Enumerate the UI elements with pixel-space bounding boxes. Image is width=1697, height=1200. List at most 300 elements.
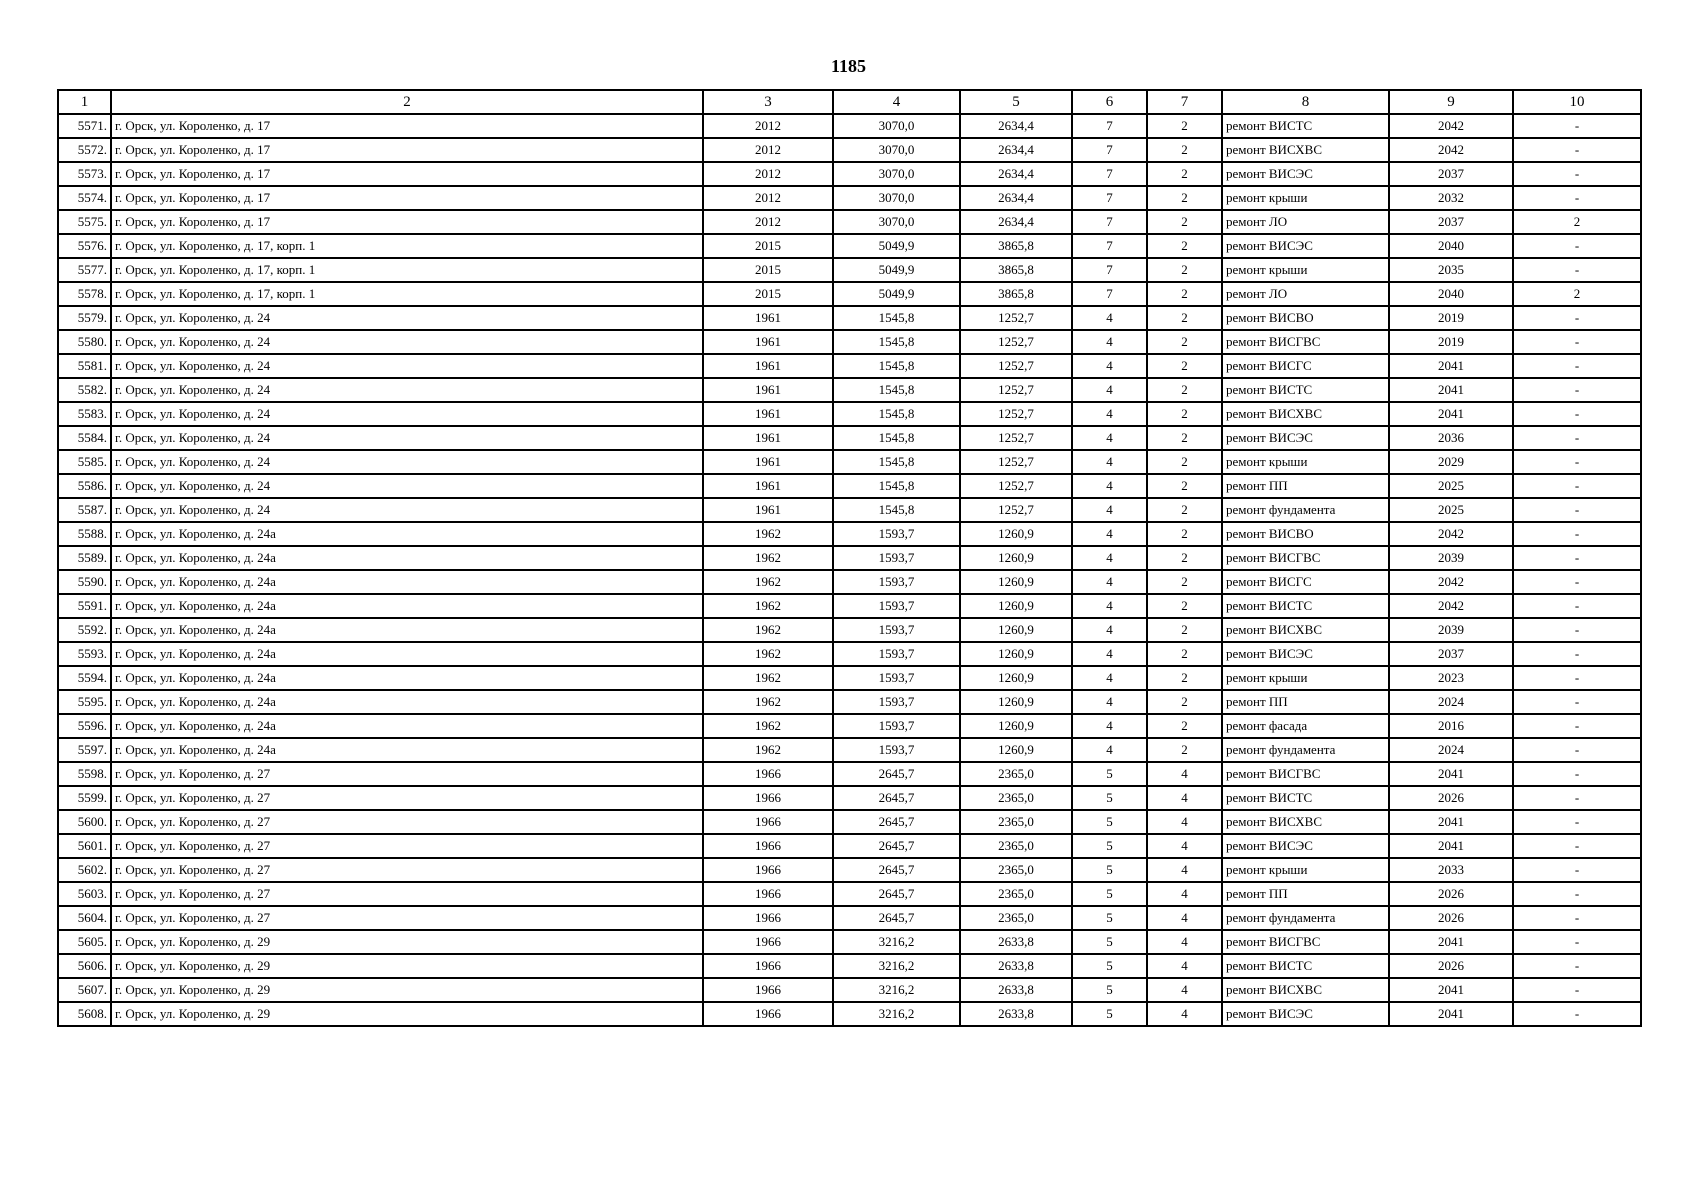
floors-cell: 4 bbox=[1072, 306, 1147, 330]
floors-cell: 4 bbox=[1072, 642, 1147, 666]
entrances-cell: 2 bbox=[1147, 546, 1222, 570]
floors-cell: 4 bbox=[1072, 594, 1147, 618]
note-cell: - bbox=[1513, 786, 1641, 810]
year-built-cell: 1966 bbox=[703, 762, 833, 786]
column-header-8: 8 bbox=[1222, 90, 1389, 114]
entrances-cell: 2 bbox=[1147, 522, 1222, 546]
address-cell: г. Орск, ул. Короленко, д. 24 bbox=[111, 498, 703, 522]
planned-year-cell: 2023 bbox=[1389, 666, 1513, 690]
entrances-cell: 2 bbox=[1147, 162, 1222, 186]
address-cell: г. Орск, ул. Короленко, д. 24а bbox=[111, 666, 703, 690]
row-number-cell: 5579. bbox=[58, 306, 111, 330]
planned-year-cell: 2019 bbox=[1389, 330, 1513, 354]
planned-year-cell: 2042 bbox=[1389, 522, 1513, 546]
note-cell: - bbox=[1513, 762, 1641, 786]
address-cell: г. Орск, ул. Короленко, д. 17 bbox=[111, 186, 703, 210]
note-cell: - bbox=[1513, 882, 1641, 906]
entrances-cell: 4 bbox=[1147, 906, 1222, 930]
row-number-cell: 5607. bbox=[58, 978, 111, 1002]
planned-year-cell: 2041 bbox=[1389, 978, 1513, 1002]
entrances-cell: 2 bbox=[1147, 666, 1222, 690]
year-built-cell: 1962 bbox=[703, 546, 833, 570]
entrances-cell: 2 bbox=[1147, 426, 1222, 450]
column-header-3: 3 bbox=[703, 90, 833, 114]
year-built-cell: 1962 bbox=[703, 666, 833, 690]
total-area-cell: 1593,7 bbox=[833, 666, 960, 690]
entrances-cell: 2 bbox=[1147, 690, 1222, 714]
total-area-cell: 1545,8 bbox=[833, 474, 960, 498]
work-type-cell: ремонт фундамента bbox=[1222, 906, 1389, 930]
year-built-cell: 1961 bbox=[703, 402, 833, 426]
table-row bbox=[58, 138, 1641, 162]
address-cell: г. Орск, ул. Короленко, д. 24а bbox=[111, 594, 703, 618]
row-number-cell: 5580. bbox=[58, 330, 111, 354]
column-header-10: 10 bbox=[1513, 90, 1641, 114]
note-cell: - bbox=[1513, 570, 1641, 594]
planned-year-cell: 2026 bbox=[1389, 954, 1513, 978]
address-cell: г. Орск, ул. Короленко, д. 24 bbox=[111, 306, 703, 330]
entrances-cell: 2 bbox=[1147, 114, 1222, 138]
year-built-cell: 1966 bbox=[703, 954, 833, 978]
planned-year-cell: 2035 bbox=[1389, 258, 1513, 282]
year-built-cell: 1961 bbox=[703, 354, 833, 378]
total-area-cell: 1593,7 bbox=[833, 570, 960, 594]
year-built-cell: 1961 bbox=[703, 474, 833, 498]
table-row bbox=[58, 618, 1641, 642]
planned-year-cell: 2037 bbox=[1389, 642, 1513, 666]
total-area-cell: 2645,7 bbox=[833, 834, 960, 858]
row-number-cell: 5595. bbox=[58, 690, 111, 714]
table-row bbox=[58, 258, 1641, 282]
note-cell: - bbox=[1513, 402, 1641, 426]
row-number-cell: 5582. bbox=[58, 378, 111, 402]
table-row bbox=[58, 330, 1641, 354]
floors-cell: 5 bbox=[1072, 882, 1147, 906]
address-cell: г. Орск, ул. Короленко, д. 17 bbox=[111, 114, 703, 138]
row-number-cell: 5587. bbox=[58, 498, 111, 522]
table-body bbox=[58, 114, 1641, 1026]
entrances-cell: 4 bbox=[1147, 978, 1222, 1002]
address-cell: г. Орск, ул. Короленко, д. 17, корп. 1 bbox=[111, 282, 703, 306]
year-built-cell: 2012 bbox=[703, 162, 833, 186]
planned-year-cell: 2042 bbox=[1389, 570, 1513, 594]
floors-cell: 7 bbox=[1072, 114, 1147, 138]
floors-cell: 5 bbox=[1072, 762, 1147, 786]
floors-cell: 4 bbox=[1072, 498, 1147, 522]
year-built-cell: 1962 bbox=[703, 738, 833, 762]
row-number-cell: 5606. bbox=[58, 954, 111, 978]
entrances-cell: 2 bbox=[1147, 402, 1222, 426]
entrances-cell: 2 bbox=[1147, 234, 1222, 258]
table-row bbox=[58, 834, 1641, 858]
row-number-cell: 5576. bbox=[58, 234, 111, 258]
entrances-cell: 4 bbox=[1147, 834, 1222, 858]
living-area-cell: 1260,9 bbox=[960, 690, 1072, 714]
living-area-cell: 2365,0 bbox=[960, 834, 1072, 858]
planned-year-cell: 2041 bbox=[1389, 810, 1513, 834]
row-number-cell: 5590. bbox=[58, 570, 111, 594]
row-number-cell: 5593. bbox=[58, 642, 111, 666]
living-area-cell: 1252,7 bbox=[960, 306, 1072, 330]
floors-cell: 4 bbox=[1072, 738, 1147, 762]
note-cell: - bbox=[1513, 714, 1641, 738]
work-type-cell: ремонт ВИСЭС bbox=[1222, 426, 1389, 450]
address-cell: г. Орск, ул. Короленко, д. 17 bbox=[111, 210, 703, 234]
planned-year-cell: 2041 bbox=[1389, 1002, 1513, 1026]
table-row bbox=[58, 786, 1641, 810]
note-cell: - bbox=[1513, 354, 1641, 378]
year-built-cell: 2012 bbox=[703, 210, 833, 234]
floors-cell: 4 bbox=[1072, 714, 1147, 738]
work-type-cell: ремонт ПП bbox=[1222, 690, 1389, 714]
total-area-cell: 1545,8 bbox=[833, 426, 960, 450]
work-type-cell: ремонт ВИСВО bbox=[1222, 306, 1389, 330]
table-row bbox=[58, 474, 1641, 498]
entrances-cell: 2 bbox=[1147, 498, 1222, 522]
row-number-cell: 5598. bbox=[58, 762, 111, 786]
floors-cell: 7 bbox=[1072, 138, 1147, 162]
address-cell: г. Орск, ул. Короленко, д. 24а bbox=[111, 690, 703, 714]
work-type-cell: ремонт крыши bbox=[1222, 258, 1389, 282]
work-type-cell: ремонт ВИСТС bbox=[1222, 594, 1389, 618]
year-built-cell: 1962 bbox=[703, 690, 833, 714]
table-row bbox=[58, 714, 1641, 738]
address-cell: г. Орск, ул. Короленко, д. 24 bbox=[111, 450, 703, 474]
living-area-cell: 2365,0 bbox=[960, 906, 1072, 930]
year-built-cell: 1966 bbox=[703, 930, 833, 954]
table-row bbox=[58, 282, 1641, 306]
living-area-cell: 1260,9 bbox=[960, 666, 1072, 690]
total-area-cell: 1593,7 bbox=[833, 546, 960, 570]
row-number-cell: 5596. bbox=[58, 714, 111, 738]
year-built-cell: 1961 bbox=[703, 450, 833, 474]
row-number-cell: 5605. bbox=[58, 930, 111, 954]
note-cell: - bbox=[1513, 618, 1641, 642]
total-area-cell: 3216,2 bbox=[833, 1002, 960, 1026]
floors-cell: 7 bbox=[1072, 258, 1147, 282]
floors-cell: 5 bbox=[1072, 906, 1147, 930]
planned-year-cell: 2033 bbox=[1389, 858, 1513, 882]
total-area-cell: 2645,7 bbox=[833, 762, 960, 786]
note-cell: - bbox=[1513, 642, 1641, 666]
table-row bbox=[58, 354, 1641, 378]
year-built-cell: 2015 bbox=[703, 282, 833, 306]
table-row bbox=[58, 594, 1641, 618]
total-area-cell: 3070,0 bbox=[833, 210, 960, 234]
note-cell: - bbox=[1513, 498, 1641, 522]
work-type-cell: ремонт ЛО bbox=[1222, 282, 1389, 306]
living-area-cell: 1252,7 bbox=[960, 498, 1072, 522]
work-type-cell: ремонт ВИСВО bbox=[1222, 522, 1389, 546]
planned-year-cell: 2019 bbox=[1389, 306, 1513, 330]
table-row bbox=[58, 402, 1641, 426]
living-area-cell: 3865,8 bbox=[960, 258, 1072, 282]
planned-year-cell: 2039 bbox=[1389, 546, 1513, 570]
table-row bbox=[58, 906, 1641, 930]
note-cell: - bbox=[1513, 978, 1641, 1002]
living-area-cell: 2365,0 bbox=[960, 858, 1072, 882]
living-area-cell: 1260,9 bbox=[960, 738, 1072, 762]
year-built-cell: 1962 bbox=[703, 594, 833, 618]
floors-cell: 4 bbox=[1072, 426, 1147, 450]
note-cell: - bbox=[1513, 258, 1641, 282]
note-cell: - bbox=[1513, 690, 1641, 714]
living-area-cell: 2365,0 bbox=[960, 810, 1072, 834]
column-header-1: 1 bbox=[58, 90, 111, 114]
work-type-cell: ремонт крыши bbox=[1222, 186, 1389, 210]
planned-year-cell: 2042 bbox=[1389, 114, 1513, 138]
address-cell: г. Орск, ул. Короленко, д. 17 bbox=[111, 138, 703, 162]
total-area-cell: 1545,8 bbox=[833, 402, 960, 426]
work-type-cell: ремонт фундамента bbox=[1222, 738, 1389, 762]
living-area-cell: 2633,8 bbox=[960, 930, 1072, 954]
address-cell: г. Орск, ул. Короленко, д. 17, корп. 1 bbox=[111, 258, 703, 282]
planned-year-cell: 2041 bbox=[1389, 762, 1513, 786]
floors-cell: 7 bbox=[1072, 282, 1147, 306]
entrances-cell: 2 bbox=[1147, 378, 1222, 402]
total-area-cell: 1593,7 bbox=[833, 690, 960, 714]
entrances-cell: 2 bbox=[1147, 306, 1222, 330]
row-number-cell: 5601. bbox=[58, 834, 111, 858]
entrances-cell: 4 bbox=[1147, 858, 1222, 882]
total-area-cell: 1545,8 bbox=[833, 330, 960, 354]
year-built-cell: 1966 bbox=[703, 834, 833, 858]
year-built-cell: 1966 bbox=[703, 978, 833, 1002]
address-cell: г. Орск, ул. Короленко, д. 24а bbox=[111, 738, 703, 762]
entrances-cell: 4 bbox=[1147, 762, 1222, 786]
address-cell: г. Орск, ул. Короленко, д. 24а bbox=[111, 546, 703, 570]
planned-year-cell: 2041 bbox=[1389, 354, 1513, 378]
row-number-cell: 5585. bbox=[58, 450, 111, 474]
year-built-cell: 1962 bbox=[703, 522, 833, 546]
floors-cell: 4 bbox=[1072, 570, 1147, 594]
table-row bbox=[58, 426, 1641, 450]
entrances-cell: 2 bbox=[1147, 738, 1222, 762]
total-area-cell: 1593,7 bbox=[833, 642, 960, 666]
work-type-cell: ремонт фундамента bbox=[1222, 498, 1389, 522]
work-type-cell: ремонт ВИСТС bbox=[1222, 114, 1389, 138]
year-built-cell: 1966 bbox=[703, 786, 833, 810]
table-row bbox=[58, 882, 1641, 906]
living-area-cell: 2633,8 bbox=[960, 978, 1072, 1002]
year-built-cell: 1966 bbox=[703, 882, 833, 906]
row-number-cell: 5591. bbox=[58, 594, 111, 618]
table-header bbox=[58, 90, 1641, 114]
year-built-cell: 1966 bbox=[703, 858, 833, 882]
living-area-cell: 2365,0 bbox=[960, 786, 1072, 810]
table-row bbox=[58, 690, 1641, 714]
floors-cell: 5 bbox=[1072, 954, 1147, 978]
year-built-cell: 1961 bbox=[703, 378, 833, 402]
work-type-cell: ремонт ВИСГВС bbox=[1222, 546, 1389, 570]
planned-year-cell: 2041 bbox=[1389, 834, 1513, 858]
work-type-cell: ремонт ВИСХВС bbox=[1222, 138, 1389, 162]
total-area-cell: 2645,7 bbox=[833, 882, 960, 906]
note-cell: - bbox=[1513, 522, 1641, 546]
living-area-cell: 1260,9 bbox=[960, 570, 1072, 594]
note-cell: - bbox=[1513, 138, 1641, 162]
living-area-cell: 1252,7 bbox=[960, 402, 1072, 426]
planned-year-cell: 2026 bbox=[1389, 882, 1513, 906]
address-cell: г. Орск, ул. Короленко, д. 24 bbox=[111, 354, 703, 378]
page-number: 1185 bbox=[830, 56, 866, 76]
year-built-cell: 1962 bbox=[703, 618, 833, 642]
row-number-cell: 5608. bbox=[58, 1002, 111, 1026]
total-area-cell: 2645,7 bbox=[833, 858, 960, 882]
note-cell: - bbox=[1513, 858, 1641, 882]
floors-cell: 7 bbox=[1072, 162, 1147, 186]
entrances-cell: 2 bbox=[1147, 642, 1222, 666]
planned-year-cell: 2041 bbox=[1389, 930, 1513, 954]
table-row bbox=[58, 738, 1641, 762]
header-row bbox=[58, 90, 1641, 114]
row-number-cell: 5594. bbox=[58, 666, 111, 690]
year-built-cell: 2015 bbox=[703, 258, 833, 282]
floors-cell: 4 bbox=[1072, 378, 1147, 402]
table-row bbox=[58, 378, 1641, 402]
living-area-cell: 1260,9 bbox=[960, 618, 1072, 642]
row-number-cell: 5588. bbox=[58, 522, 111, 546]
living-area-cell: 1252,7 bbox=[960, 378, 1072, 402]
floors-cell: 7 bbox=[1072, 210, 1147, 234]
total-area-cell: 3070,0 bbox=[833, 186, 960, 210]
address-cell: г. Орск, ул. Короленко, д. 24а bbox=[111, 714, 703, 738]
planned-year-cell: 2041 bbox=[1389, 402, 1513, 426]
column-header-5: 5 bbox=[960, 90, 1072, 114]
column-header-6: 6 bbox=[1072, 90, 1147, 114]
table-row bbox=[58, 642, 1641, 666]
work-type-cell: ремонт крыши bbox=[1222, 450, 1389, 474]
column-header-9: 9 bbox=[1389, 90, 1513, 114]
address-cell: г. Орск, ул. Короленко, д. 27 bbox=[111, 906, 703, 930]
address-cell: г. Орск, ул. Короленко, д. 17 bbox=[111, 162, 703, 186]
year-built-cell: 1961 bbox=[703, 498, 833, 522]
address-cell: г. Орск, ул. Короленко, д. 29 bbox=[111, 1002, 703, 1026]
planned-year-cell: 2024 bbox=[1389, 738, 1513, 762]
work-type-cell: ремонт ВИСЭС bbox=[1222, 162, 1389, 186]
planned-year-cell: 2032 bbox=[1389, 186, 1513, 210]
entrances-cell: 2 bbox=[1147, 330, 1222, 354]
note-cell: 2 bbox=[1513, 282, 1641, 306]
note-cell: - bbox=[1513, 330, 1641, 354]
total-area-cell: 3216,2 bbox=[833, 954, 960, 978]
row-number-cell: 5583. bbox=[58, 402, 111, 426]
table-row bbox=[58, 546, 1641, 570]
planned-year-cell: 2041 bbox=[1389, 378, 1513, 402]
work-type-cell: ремонт ВИСГВС bbox=[1222, 930, 1389, 954]
entrances-cell: 4 bbox=[1147, 810, 1222, 834]
row-number-cell: 5597. bbox=[58, 738, 111, 762]
planned-year-cell: 2016 bbox=[1389, 714, 1513, 738]
floors-cell: 7 bbox=[1072, 234, 1147, 258]
floors-cell: 4 bbox=[1072, 690, 1147, 714]
entrances-cell: 2 bbox=[1147, 474, 1222, 498]
floors-cell: 4 bbox=[1072, 450, 1147, 474]
row-number-cell: 5578. bbox=[58, 282, 111, 306]
year-built-cell: 1962 bbox=[703, 570, 833, 594]
work-type-cell: ремонт ВИСХВС bbox=[1222, 402, 1389, 426]
note-cell: - bbox=[1513, 1002, 1641, 1026]
total-area-cell: 5049,9 bbox=[833, 234, 960, 258]
planned-year-cell: 2042 bbox=[1389, 138, 1513, 162]
row-number-cell: 5581. bbox=[58, 354, 111, 378]
table-row bbox=[58, 762, 1641, 786]
year-built-cell: 1961 bbox=[703, 426, 833, 450]
year-built-cell: 1961 bbox=[703, 330, 833, 354]
note-cell: - bbox=[1513, 306, 1641, 330]
planned-year-cell: 2025 bbox=[1389, 498, 1513, 522]
total-area-cell: 5049,9 bbox=[833, 258, 960, 282]
living-area-cell: 2365,0 bbox=[960, 762, 1072, 786]
living-area-cell: 1252,7 bbox=[960, 354, 1072, 378]
work-type-cell: ремонт ПП bbox=[1222, 882, 1389, 906]
living-area-cell: 2634,4 bbox=[960, 138, 1072, 162]
work-type-cell: ремонт ВИСЭС bbox=[1222, 1002, 1389, 1026]
row-number-cell: 5599. bbox=[58, 786, 111, 810]
work-type-cell: ремонт ВИСГВС bbox=[1222, 330, 1389, 354]
floors-cell: 4 bbox=[1072, 546, 1147, 570]
note-cell: - bbox=[1513, 906, 1641, 930]
note-cell: - bbox=[1513, 114, 1641, 138]
row-number-cell: 5602. bbox=[58, 858, 111, 882]
address-cell: г. Орск, ул. Короленко, д. 27 bbox=[111, 834, 703, 858]
year-built-cell: 1962 bbox=[703, 642, 833, 666]
entrances-cell: 4 bbox=[1147, 786, 1222, 810]
address-cell: г. Орск, ул. Короленко, д. 29 bbox=[111, 978, 703, 1002]
floors-cell: 5 bbox=[1072, 858, 1147, 882]
total-area-cell: 3070,0 bbox=[833, 162, 960, 186]
total-area-cell: 1545,8 bbox=[833, 306, 960, 330]
floors-cell: 4 bbox=[1072, 666, 1147, 690]
table-row bbox=[58, 306, 1641, 330]
living-area-cell: 1260,9 bbox=[960, 546, 1072, 570]
total-area-cell: 1593,7 bbox=[833, 594, 960, 618]
work-type-cell: ремонт ВИСГС bbox=[1222, 570, 1389, 594]
table-row bbox=[58, 186, 1641, 210]
address-cell: г. Орск, ул. Короленко, д. 27 bbox=[111, 762, 703, 786]
note-cell: - bbox=[1513, 738, 1641, 762]
total-area-cell: 1593,7 bbox=[833, 738, 960, 762]
table-row bbox=[58, 978, 1641, 1002]
entrances-cell: 2 bbox=[1147, 570, 1222, 594]
note-cell: - bbox=[1513, 666, 1641, 690]
work-type-cell: ремонт ВИСХВС bbox=[1222, 810, 1389, 834]
work-type-cell: ремонт крыши bbox=[1222, 858, 1389, 882]
total-area-cell: 3216,2 bbox=[833, 930, 960, 954]
address-cell: г. Орск, ул. Короленко, д. 24а bbox=[111, 642, 703, 666]
planned-year-cell: 2040 bbox=[1389, 234, 1513, 258]
planned-year-cell: 2040 bbox=[1389, 282, 1513, 306]
note-cell: - bbox=[1513, 930, 1641, 954]
total-area-cell: 1593,7 bbox=[833, 618, 960, 642]
floors-cell: 5 bbox=[1072, 786, 1147, 810]
work-type-cell: ремонт ВИСХВС bbox=[1222, 618, 1389, 642]
row-number-cell: 5571. bbox=[58, 114, 111, 138]
note-cell: - bbox=[1513, 810, 1641, 834]
year-built-cell: 1962 bbox=[703, 714, 833, 738]
entrances-cell: 2 bbox=[1147, 210, 1222, 234]
address-cell: г. Орск, ул. Короленко, д. 24а bbox=[111, 570, 703, 594]
address-cell: г. Орск, ул. Короленко, д. 24а bbox=[111, 618, 703, 642]
year-built-cell: 2012 bbox=[703, 114, 833, 138]
total-area-cell: 5049,9 bbox=[833, 282, 960, 306]
floors-cell: 4 bbox=[1072, 354, 1147, 378]
entrances-cell: 4 bbox=[1147, 1002, 1222, 1026]
row-number-cell: 5575. bbox=[58, 210, 111, 234]
living-area-cell: 3865,8 bbox=[960, 282, 1072, 306]
note-cell: - bbox=[1513, 594, 1641, 618]
table-row bbox=[58, 954, 1641, 978]
